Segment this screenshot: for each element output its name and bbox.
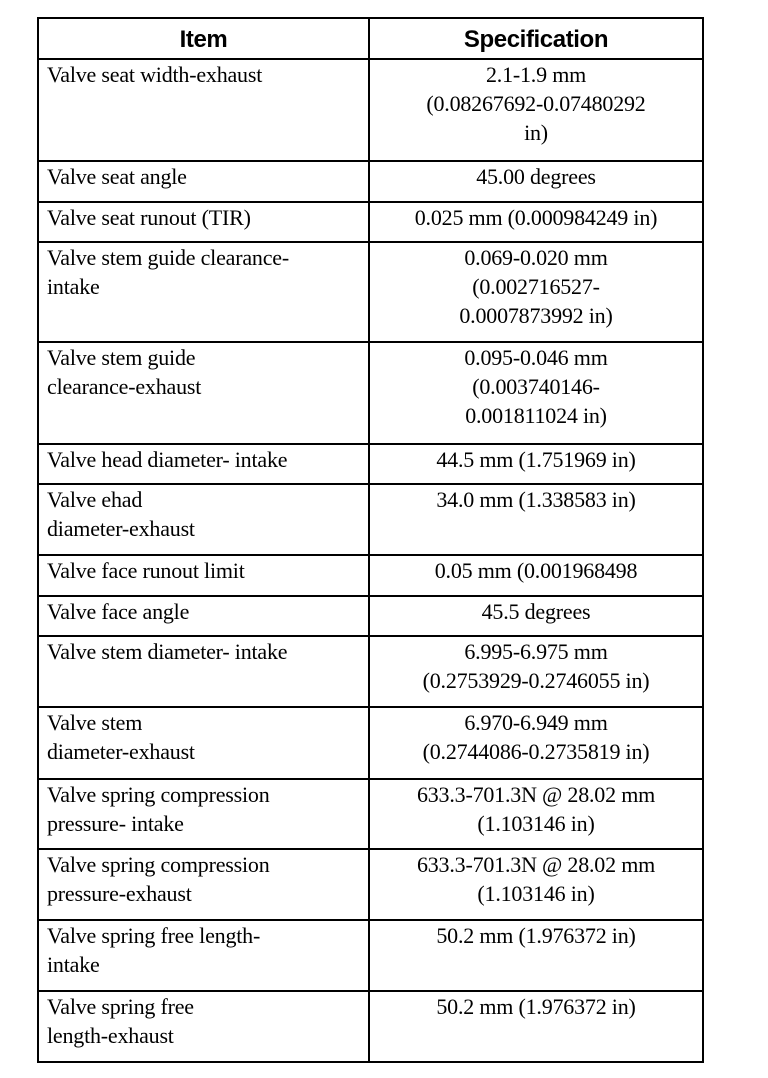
item-text: Valve seat angle [47,164,187,189]
specification-text: 2.1-1.9 mm (0.08267692-0.07480292 in) [426,62,646,145]
item-text: Valve stem guide clearance-exhaust [47,345,202,399]
specification-text: 50.2 mm (1.976372 in) [436,994,636,1019]
item-text: Valve stem diameter-exhaust [47,710,195,764]
specification-cell [369,161,703,202]
table-row [38,779,703,849]
item-cell [38,779,369,849]
table-row [38,59,703,161]
table-row [38,991,703,1062]
item-text: Valve ehad diameter-exhaust [47,487,195,541]
table-row [38,342,703,444]
item-text: Valve stem guide clearance- intake [47,245,289,299]
item-cell [38,849,369,920]
item-cell [38,202,369,242]
item-cell [38,555,369,596]
item-cell [38,444,369,484]
item-text: Valve stem diameter- intake [47,639,288,664]
specification-text: 6.970-6.949 mm (0.2744086-0.2735819 in) [422,710,650,764]
specification-text: 45.5 degrees [481,599,591,624]
table-row [38,920,703,991]
specification-cell [369,991,703,1062]
specification-cell [369,555,703,596]
valve-specification-table [37,17,704,1063]
specification-text: 0.069-0.020 mm (0.002716527- 0.0007873992 in) [459,245,613,328]
table-row [38,555,703,596]
specification-text: 34.0 mm (1.338583 in) [436,487,636,512]
specification-text: 633.3-701.3N @ 28.02 mm (1.103146 in) [416,852,656,906]
specification-cell [369,59,703,161]
table-row [38,202,703,242]
item-text: Valve spring compression pressure- intake [47,782,270,836]
table-row [38,444,703,484]
specification-text: 0.05 mm (0.001968498 [434,558,638,583]
item-cell [38,484,369,555]
item-text: Valve seat width-exhaust [47,62,263,87]
table-row [38,849,703,920]
specification-cell [369,202,703,242]
table-row [38,596,703,636]
item-text: Valve head diameter- intake [47,447,288,472]
item-cell [38,636,369,707]
specification-cell [369,849,703,920]
specification-cell [369,596,703,636]
item-cell [38,242,369,342]
table-body [38,59,703,1062]
item-cell [38,991,369,1062]
column-header-item: Item [38,18,369,59]
specification-cell [369,920,703,991]
specification-cell [369,342,703,444]
specification-text: 50.2 mm (1.976372 in) [436,923,636,948]
item-cell [38,596,369,636]
item-text: Valve spring free length- intake [47,923,261,977]
item-cell [38,920,369,991]
table-row [38,484,703,555]
specification-text: 0.025 mm (0.000984249 in) [414,205,658,230]
specification-text: 44.5 mm (1.751969 in) [436,447,636,472]
item-text: Valve seat runout (TIR) [47,205,251,230]
table-row [38,242,703,342]
specification-cell [369,636,703,707]
specification-text: 45.00 degrees [476,164,596,189]
table-row [38,636,703,707]
table-header-row [38,18,703,59]
specification-text: 6.995-6.975 mm (0.2753929-0.2746055 in) [422,639,650,693]
table-row [38,707,703,779]
specification-cell [369,444,703,484]
specification-cell [369,707,703,779]
specification-cell [369,242,703,342]
specification-text: 0.095-0.046 mm (0.003740146- 0.001811024 in) [464,345,608,428]
table-row [38,161,703,202]
item-text: Valve face runout limit [47,558,245,583]
item-cell [38,59,369,161]
item-cell [38,161,369,202]
item-text: Valve spring compression pressure-exhaust [47,852,270,906]
specification-text: 633.3-701.3N @ 28.02 mm (1.103146 in) [416,782,656,836]
item-text: Valve spring free length-exhaust [47,994,194,1048]
column-header-specification: Specification [369,18,703,59]
item-cell [38,342,369,444]
item-text: Valve face angle [47,599,190,624]
item-cell [38,707,369,779]
specification-cell [369,484,703,555]
specification-cell [369,779,703,849]
